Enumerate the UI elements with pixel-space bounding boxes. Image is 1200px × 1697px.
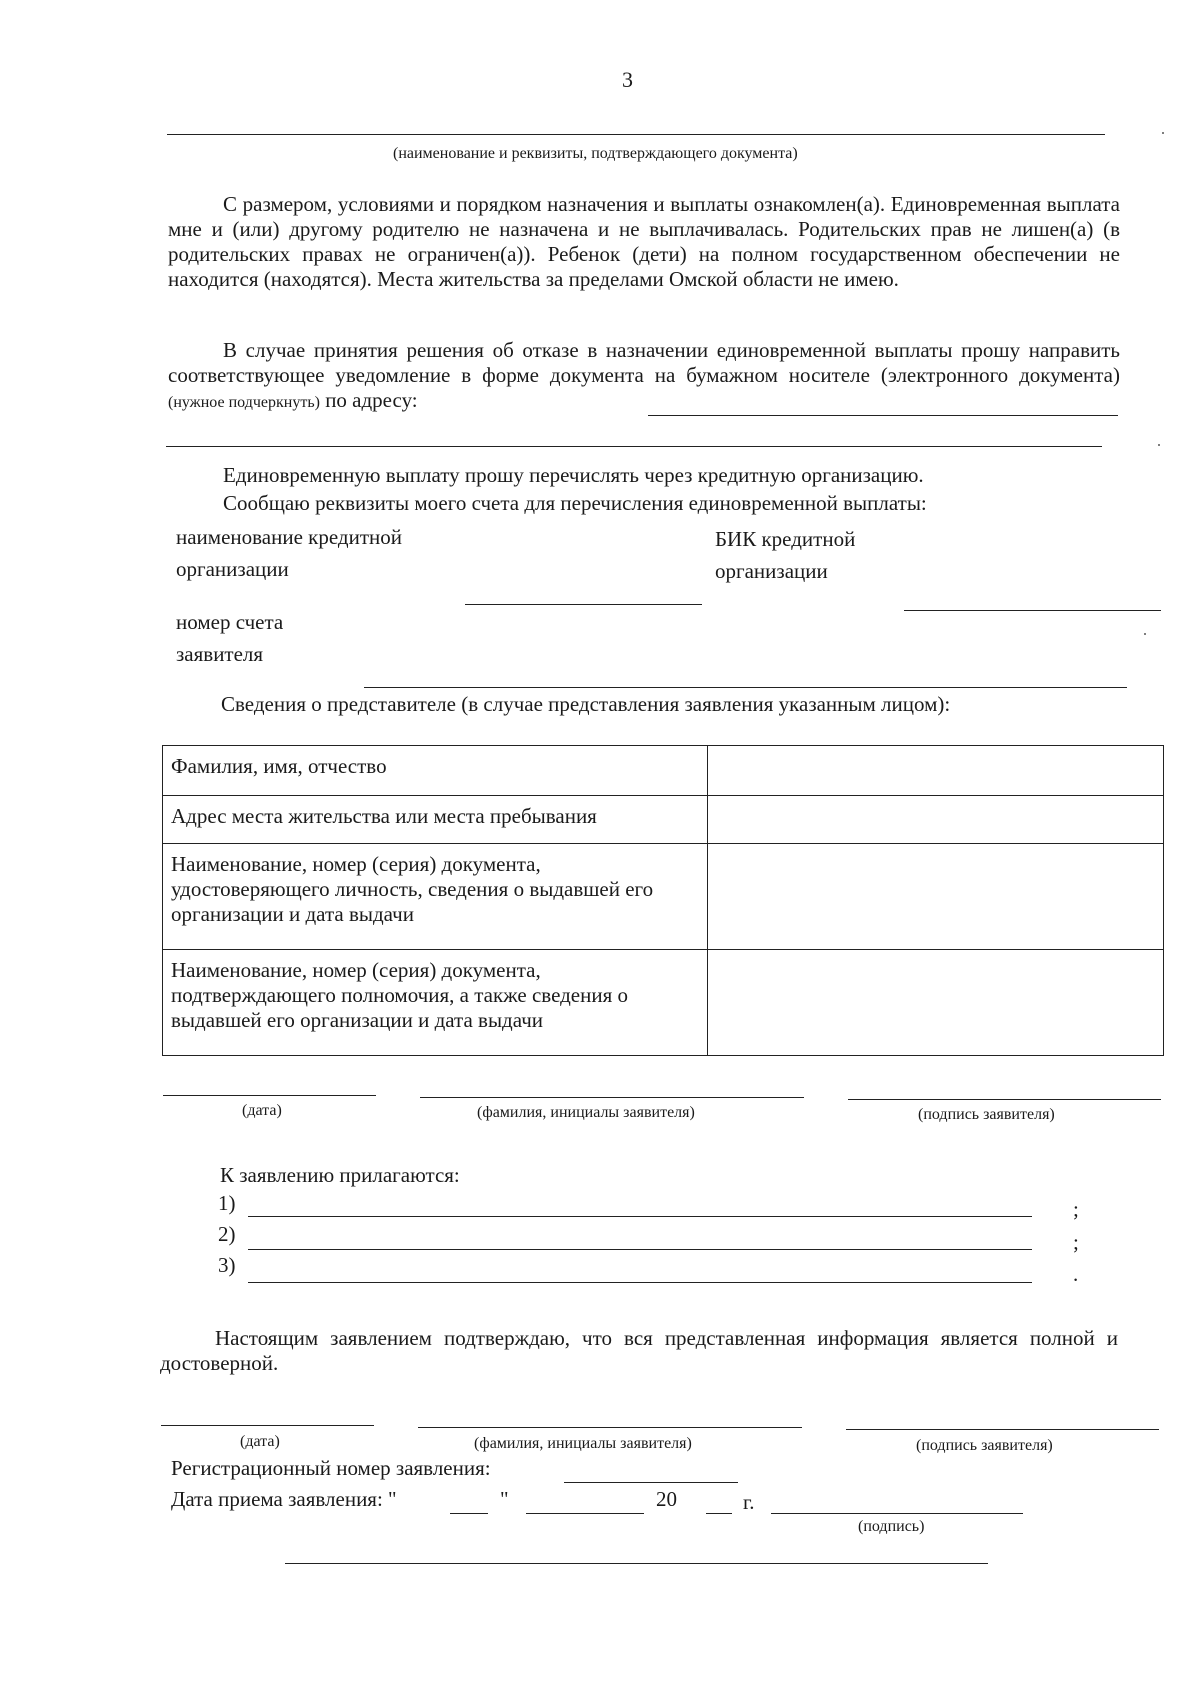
table-label-cell: Наименование, номер (серия) документа, подтверждающего полномочия, а также сведения о выдавшей его организации и дата выдачи [163,950,708,1056]
confirmation-text: Настоящим заявлением подтверждаю, что вся представленная информация является полной и достоверной. [160,1326,1118,1375]
transfer-request-line: Единовременную выплату прошу перечислять через кредитную организацию. [223,463,924,487]
account-number-field-line[interactable] [364,687,1127,688]
reception-signature-caption: (подпись) [858,1518,925,1535]
sign1-date-caption: (дата) [242,1102,282,1119]
scan-speck [1158,444,1160,446]
scan-speck [1144,633,1146,635]
reception-year-suffix: г. [743,1490,755,1514]
refusal-notice-text [168,338,1120,415]
attachment-line-2[interactable] [248,1249,1032,1250]
account-details-line: Сообщаю реквизиты моего счета для перечисления единовременной выплаты: [223,491,927,515]
address-field-line-2[interactable] [166,446,1102,447]
account-number-label-line1: номер счета [176,610,284,634]
address-field-line-1[interactable] [648,415,1118,416]
bank-name-field-line[interactable] [465,604,702,605]
bank-name-label [176,525,402,581]
reception-date-label: Дата приема заявления: " [171,1487,397,1511]
registration-number-label: Регистрационный номер заявления: [171,1456,491,1480]
acknowledgement-text: С размером, условиями и порядком назначения и выплаты ознакомлен(а). Единовременная выплата мне и (или) другому родителю не назначена и не выплачивалась. Родительских прав не лишен(а) (в родительских правах не ограничен(а)). Ребенок (дети) на полном государственном обеспечении не находится (находятся). Места жительства за пределами Омской области не имею. [168,192,1120,291]
scan-speck [1162,132,1164,134]
bik-label [715,527,855,583]
sign1-signature-line[interactable] [848,1099,1161,1100]
bank-name-label-line2: организации [176,557,289,581]
attachment-number: 3) [218,1253,236,1277]
sign2-signature-line[interactable] [846,1429,1159,1430]
underline-note: (нужное подчеркнуть) [168,394,320,411]
sign1-date-line[interactable] [163,1095,376,1096]
refusal-notice-paragraph [168,338,1120,415]
sign1-name-line[interactable] [420,1097,804,1098]
table-value-cell[interactable] [708,796,1164,844]
table-label-cell: Адрес места жительства или места пребывания [163,796,708,844]
table-row [163,746,1164,796]
confirmation-paragraph [160,1326,1118,1376]
sign2-signature-caption: (подпись заявителя) [916,1437,1053,1454]
sign1-signature-caption: (подпись заявителя) [918,1106,1055,1123]
attachments-heading: К заявлению прилагаются: [220,1163,460,1187]
table-row [163,950,1164,1056]
table-label-cell: Наименование, номер (серия) документа, удостоверяющего личность, сведения о выдавшей его организации и дата выдачи [163,844,708,950]
document-field-caption: (наименование и реквизиты, подтверждающего документа) [393,145,798,162]
page-number: 3 [622,67,633,92]
sign2-name-caption: (фамилия, инициалы заявителя) [474,1435,692,1452]
attachment-number: 1) [218,1191,236,1215]
table-label-cell: Фамилия, имя, отчество [163,746,708,796]
account-number-label [176,610,283,666]
reception-signature-field-line[interactable] [771,1513,1023,1514]
representative-heading: Сведения о представителе (в случае представления заявления указанным лицом): [221,692,951,716]
bottom-field-line[interactable] [285,1563,988,1564]
table-row [163,844,1164,950]
reception-day-field-line[interactable] [450,1513,488,1514]
table-value-cell[interactable] [708,844,1164,950]
acknowledgement-paragraph [168,192,1120,292]
representative-table [162,745,1164,1056]
refusal-notice-main: В случае принятия решения об отказе в назначении единовременной выплаты прошу направить соответствующее уведомление в форме документа на бумажном носителе (электронного документа) [168,338,1120,387]
attachment-line-1[interactable] [248,1216,1032,1217]
reception-year-field-line[interactable] [706,1513,732,1514]
table-value-cell[interactable] [708,746,1164,796]
attachment-end-mark: ; [1073,1230,1079,1254]
attachment-line-3[interactable] [248,1282,1032,1283]
attachment-end-mark: ; [1073,1197,1079,1221]
bik-label-line1: БИК кредитной [715,527,856,551]
registration-number-field-line[interactable] [564,1482,738,1483]
sign2-date-caption: (дата) [240,1433,280,1450]
sign1-name-caption: (фамилия, инициалы заявителя) [477,1104,695,1121]
attachment-end-mark: . [1073,1262,1079,1286]
table-row [163,796,1164,844]
sign2-name-line[interactable] [418,1427,802,1428]
reception-year-prefix: 20 [656,1487,677,1511]
document-field-line[interactable] [167,134,1105,135]
table-value-cell[interactable] [708,950,1164,1056]
address-label: по адресу: [325,388,418,412]
bank-name-label-line1: наименование кредитной [176,525,402,549]
account-number-label-line2: заявителя [176,642,264,666]
reception-quote-close: " [500,1487,509,1511]
attachment-number: 2) [218,1222,236,1246]
bik-field-line[interactable] [904,610,1161,611]
reception-month-field-line[interactable] [526,1513,644,1514]
bik-label-line2: организации [715,559,828,583]
sign2-date-line[interactable] [161,1425,374,1426]
